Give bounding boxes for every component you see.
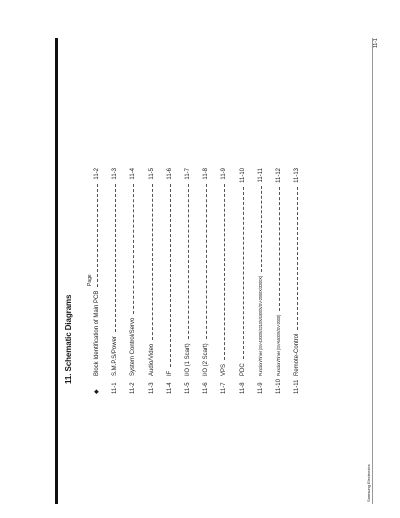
toc-number: ◆ bbox=[94, 389, 100, 394]
page-number: 11-1 bbox=[373, 38, 379, 48]
toc-number: 11-11 bbox=[293, 379, 300, 394]
toc-label: Block Identification of Main PCB bbox=[93, 290, 100, 376]
toc-leader bbox=[261, 186, 262, 272]
toc-row bbox=[92, 168, 101, 394]
toc-leader bbox=[97, 184, 98, 287]
toc-page: 11-3 bbox=[111, 168, 118, 180]
toc-row bbox=[274, 168, 283, 394]
toc-page: 11-7 bbox=[184, 168, 191, 180]
toc-number: 11-10 bbox=[275, 379, 282, 394]
toc-page: 11-9 bbox=[220, 168, 227, 180]
toc-leader bbox=[115, 184, 116, 333]
toc-number: 11-4 bbox=[166, 382, 173, 394]
toc-number: 11-5 bbox=[184, 382, 191, 394]
toc-label: VPS bbox=[220, 363, 227, 376]
toc-number: 11-1 bbox=[111, 382, 118, 394]
toc-row bbox=[201, 168, 210, 394]
toc-row bbox=[165, 168, 174, 394]
toc-label: Remote-Control bbox=[293, 333, 300, 376]
toc-label: PDC bbox=[239, 363, 246, 376]
toc-page: 11-6 bbox=[166, 168, 173, 180]
toc-number: 11-9 bbox=[257, 382, 264, 394]
toc-label: Function/Timer (SV-6400X/SV-2000) bbox=[276, 314, 281, 376]
toc-leader bbox=[206, 184, 207, 340]
toc-row bbox=[292, 168, 301, 394]
toc-number: 11-8 bbox=[239, 382, 246, 394]
toc-row bbox=[238, 168, 247, 394]
toc-row bbox=[183, 168, 192, 394]
page-title: 11. Schematic Diagrams bbox=[64, 294, 73, 384]
toc-leader bbox=[297, 187, 298, 330]
toc-page: 11-2 bbox=[93, 168, 100, 180]
toc-label: Audio/Video bbox=[148, 343, 155, 376]
toc-page: 11-4 bbox=[129, 168, 136, 180]
toc-row bbox=[110, 168, 119, 394]
footer-rule bbox=[372, 38, 373, 504]
toc-label: S.M.P.S/Power bbox=[111, 336, 118, 376]
toc-row bbox=[147, 168, 156, 394]
toc-page: 11-8 bbox=[202, 168, 209, 180]
header-rule bbox=[55, 38, 58, 504]
toc-page: 11-5 bbox=[148, 168, 155, 180]
toc-leader bbox=[279, 187, 280, 311]
toc-leader bbox=[133, 184, 134, 314]
toc-leader bbox=[170, 184, 171, 367]
toc-label: I/O (2 Scart) bbox=[202, 343, 209, 376]
footer-brand: Samsung Electronics bbox=[366, 464, 371, 502]
toc-label: Function/Timer (SV-4200X/4210X/4300X/SV-2000X/3200X) bbox=[257, 275, 263, 376]
toc-number: 11-7 bbox=[220, 382, 227, 394]
toc-leader bbox=[152, 184, 153, 340]
toc-row bbox=[256, 168, 265, 394]
toc-row bbox=[219, 168, 228, 394]
toc-row bbox=[128, 168, 137, 394]
toc-page: 11-11 bbox=[257, 168, 264, 183]
toc-number: 11-2 bbox=[129, 382, 136, 394]
toc-label: I/O (1 Scart) bbox=[184, 343, 191, 376]
toc-page: 11-13 bbox=[293, 168, 300, 183]
toc-page: 11-12 bbox=[275, 168, 282, 183]
toc-leader bbox=[188, 184, 189, 340]
toc-leader bbox=[243, 187, 244, 359]
toc-number: 11-3 bbox=[148, 382, 155, 394]
toc-label: IF bbox=[166, 370, 173, 376]
toc-label: System Control/Servo bbox=[129, 317, 136, 376]
page-column-header: Page bbox=[87, 274, 93, 286]
toc-leader bbox=[224, 184, 225, 360]
toc-page: 11-10 bbox=[239, 168, 246, 183]
toc-number: 11-6 bbox=[202, 382, 209, 394]
